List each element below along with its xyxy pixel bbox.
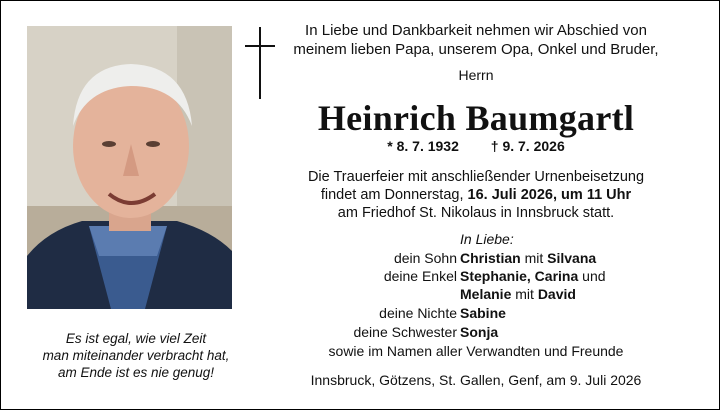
relative-conj: mit — [511, 286, 538, 302]
also-on-behalf: sowie im Namen aller Verwandten und Freunde — [328, 343, 624, 359]
intro-line-2: meinem lieben Papa, unserem Opa, Onkel und Bruder, — [293, 41, 659, 58]
salutation: Herrn — [458, 67, 494, 83]
relative-names — [460, 304, 506, 322]
relative-name: Silvana — [547, 250, 597, 266]
relative-label: deine Enkel — [383, 268, 457, 284]
life-dates — [291, 138, 661, 154]
quote-line-2: man miteinander verbracht hat, — [42, 348, 230, 363]
relative-names — [460, 285, 576, 303]
ceremony-date-time: 16. Juli 2026, um 11 Uhr — [467, 187, 632, 203]
relative-name: Melanie — [460, 286, 512, 302]
place-and-date: Innsbruck, Götzens, St. Gallen, Genf, am 9. Juli 2026 — [310, 372, 642, 388]
relative-name: Sonja — [460, 324, 499, 340]
ceremony-line-2 — [291, 186, 661, 204]
relative-name: David — [537, 286, 576, 302]
memorial-quote — [11, 330, 261, 381]
relative-conj: und — [578, 268, 606, 284]
quote-line-1: Es ist egal, wie viel Zeit — [65, 331, 207, 346]
portrait-photo — [27, 26, 232, 309]
in-liebe-heading: In Liebe: — [460, 231, 514, 247]
birth-date: * 8. 7. 1932 — [387, 138, 459, 154]
intro-line-1: In Liebe und Dankbarkeit nehmen wir Abschied von — [305, 22, 647, 39]
relative-label: dein Sohn — [393, 250, 457, 266]
relative-name: Sabine — [460, 305, 506, 321]
deceased-name: Heinrich Baumgartl — [317, 98, 635, 138]
relative-name: Stephanie, Carina — [460, 268, 579, 284]
intro-text — [291, 21, 661, 59]
ceremony-day: findet am Donnerstag, — [320, 187, 468, 203]
relative-label: deine Nichte — [379, 305, 457, 321]
death-date: † 9. 7. 2026 — [490, 138, 565, 154]
quote-line-3: am Ende ist es nie genug! — [57, 365, 215, 380]
relative-names — [460, 323, 498, 341]
ceremony-line-1: Die Trauerfeier mit anschließender Urnenbeisetzung — [307, 169, 645, 185]
relative-names — [460, 249, 596, 267]
cross-icon — [245, 27, 275, 99]
ceremony-info — [291, 168, 661, 222]
relative-conj: mit — [520, 250, 548, 266]
relative-label: deine Schwester — [353, 324, 457, 340]
relative-names — [460, 267, 606, 285]
relative-name: Christian — [460, 250, 521, 266]
ceremony-line-3: am Friedhof St. Nikolaus in Innsbruck statt. — [337, 205, 615, 221]
